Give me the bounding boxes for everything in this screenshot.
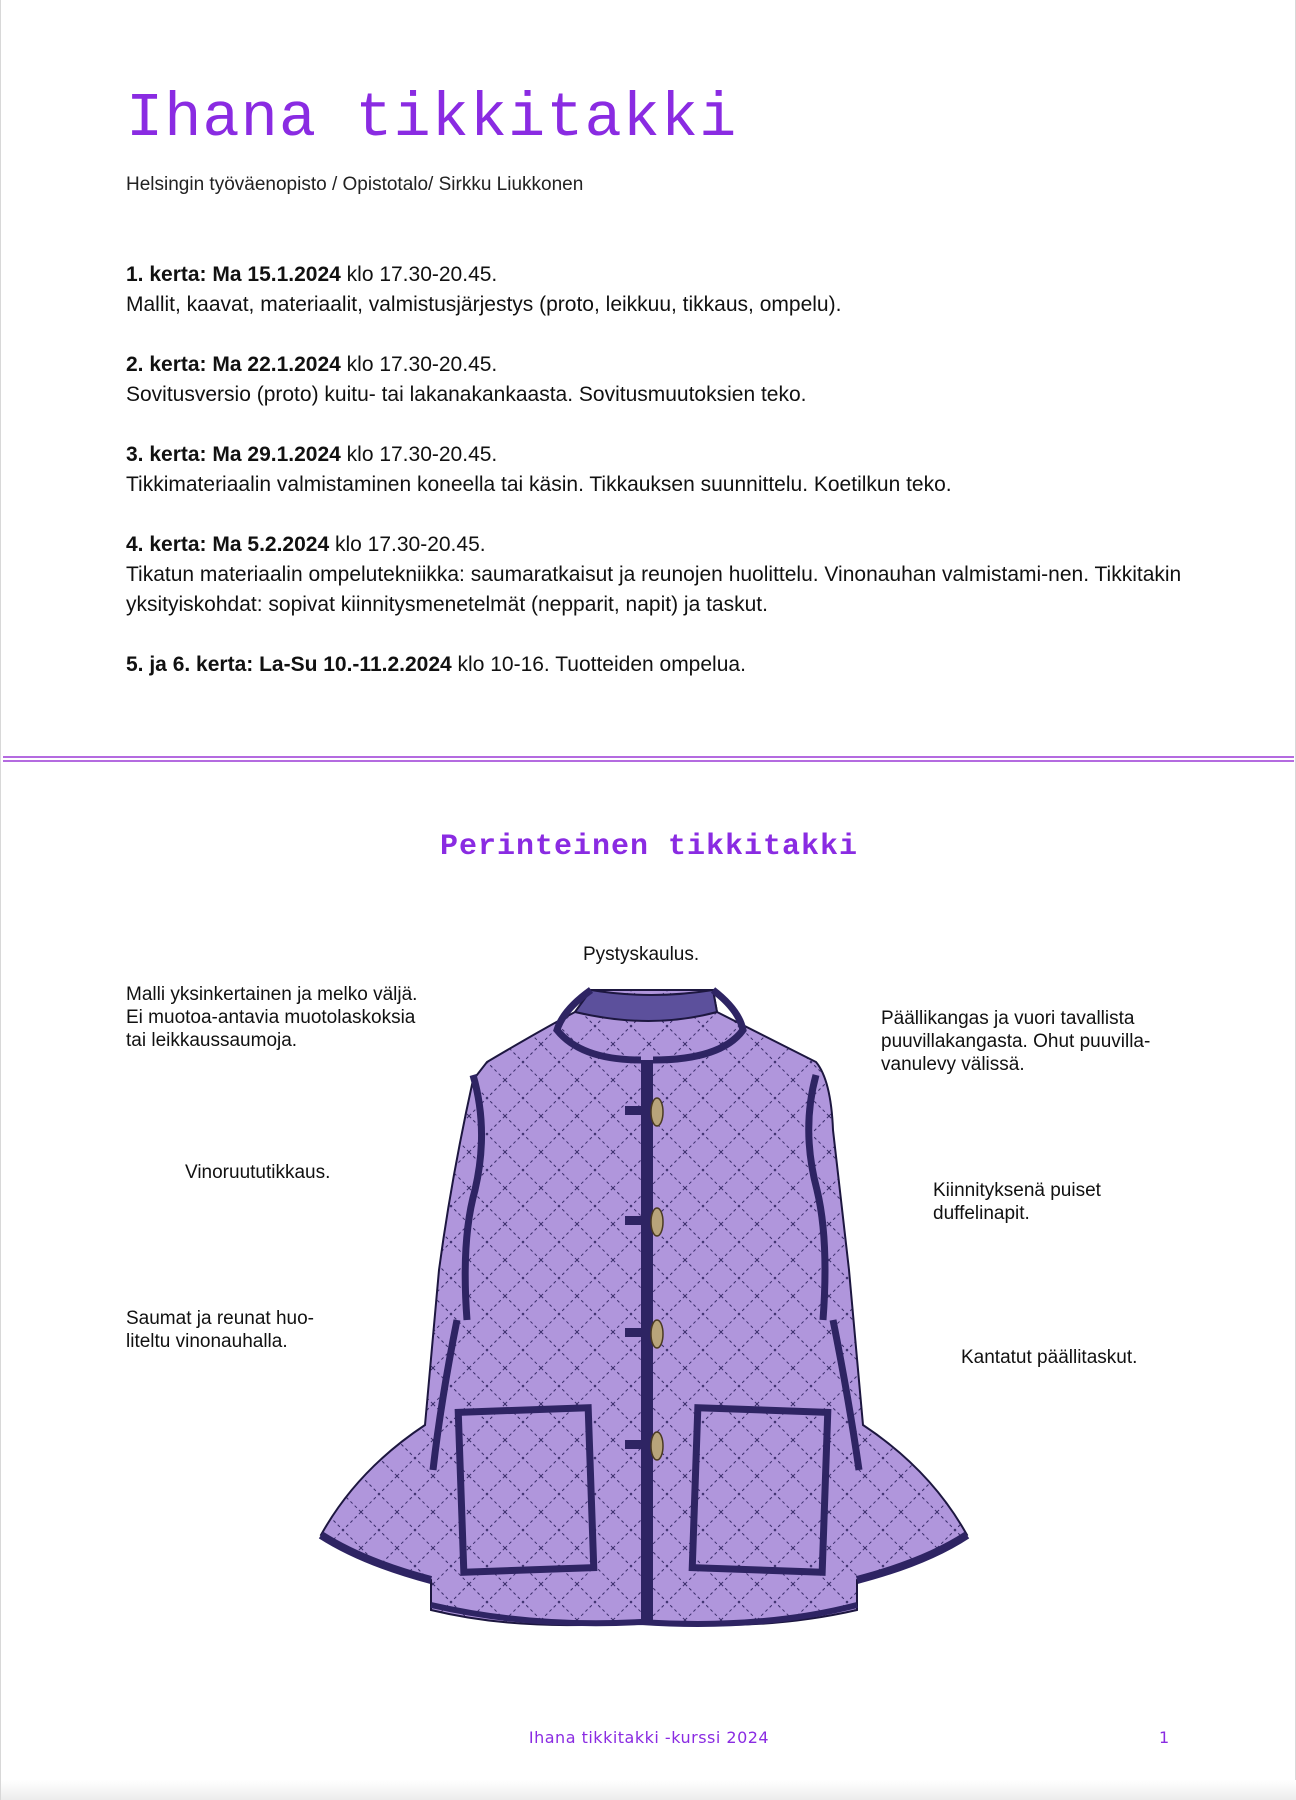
- jacket-illustration: [311, 980, 981, 1630]
- session-time: klo 10-16. Tuotteiden ompelua.: [451, 653, 746, 676]
- note-collar: Pystyskaulus.: [583, 944, 700, 965]
- session-label: 5. ja 6. kerta: La-Su 10.-11.2.2024: [126, 653, 452, 676]
- session-time: klo 17.30-20.45.: [340, 263, 498, 286]
- session-time: klo 17.30-20.45.: [329, 533, 486, 556]
- session-description: Mallit, kaavat, materiaalit, valmistusjärjestys (proto, leikkuu, tikkaus, ompelu).: [126, 293, 842, 316]
- note-line: vanulevy välissä.: [881, 1054, 1025, 1075]
- page-footer: Ihana tikkitakki -kurssi 2024: [528, 1728, 770, 1747]
- note-line: Ei muotoa-antavia muotolaskoksia: [126, 1007, 416, 1028]
- session-1: [126, 260, 1186, 320]
- note-line: Saumat ja reunat huo-: [126, 1308, 315, 1329]
- note-line: Päällikangas ja vuori tavallista: [881, 1008, 1135, 1029]
- section-divider-top: [3, 756, 1294, 758]
- session-description: Sovitusversio (proto) kuitu- tai lakanakankaasta. Sovitusmuutoksien teko.: [126, 383, 807, 406]
- section-divider-bottom: [3, 760, 1294, 762]
- session-description: Tikkimateriaalin valmistaminen koneella tai käsin. Tikkauksen suunnittelu. Koetilkun teko.: [126, 473, 952, 496]
- session-time: klo 17.30-20.45.: [340, 443, 498, 466]
- note-line: Kiinnityksenä puiset: [933, 1180, 1101, 1201]
- page-edge-shadow: [1, 1780, 1296, 1800]
- session-label: 3. kerta: Ma 29.1.2024: [126, 443, 341, 466]
- page-number: 1: [1159, 1728, 1170, 1747]
- session-description: Tikatun materiaalin ompelutekniikka: saumaratkaisut ja reunojen huolittelu. Vinonauhan valmistami-nen. Tikkitakin yksityiskohdat: sopivat kiinnitysmenetelmät (nepparit, napit) ja taskut.: [126, 563, 1182, 616]
- session-label: 4. kerta: Ma 5.2.2024: [126, 533, 330, 556]
- session-5: [126, 650, 1186, 680]
- note-line: liteltu vinonauhalla.: [126, 1331, 288, 1352]
- section-title: Perinteinen tikkitakki: [439, 830, 859, 864]
- note-pockets: Kantatut päällitaskut.: [961, 1347, 1138, 1368]
- note-seams: [126, 1307, 314, 1353]
- note-line: duffelinapit.: [933, 1203, 1030, 1224]
- session-3: [126, 440, 1186, 500]
- session-label: 1. kerta: Ma 15.1.2024: [126, 263, 341, 286]
- note-line: Malli yksinkertainen ja melko väljä.: [126, 984, 418, 1005]
- note-line: tai leikkaussaumoja.: [126, 1030, 298, 1051]
- session-4: [126, 530, 1186, 620]
- document-title: Ihana tikkitakki: [126, 83, 738, 154]
- note-line: puuvillakangasta. Ohut puuvilla-: [881, 1031, 1151, 1052]
- note-quilting: Vinoruututikkaus.: [185, 1162, 331, 1183]
- document-subtitle: Helsingin työväenopisto / Opistotalo/ Sirkku Liukkonen: [126, 174, 584, 195]
- session-2: [126, 350, 1186, 410]
- session-time: klo 17.30-20.45.: [340, 353, 498, 376]
- session-schedule: [126, 260, 1186, 710]
- collar-inner: [575, 990, 717, 1021]
- session-label: 2. kerta: Ma 22.1.2024: [126, 353, 341, 376]
